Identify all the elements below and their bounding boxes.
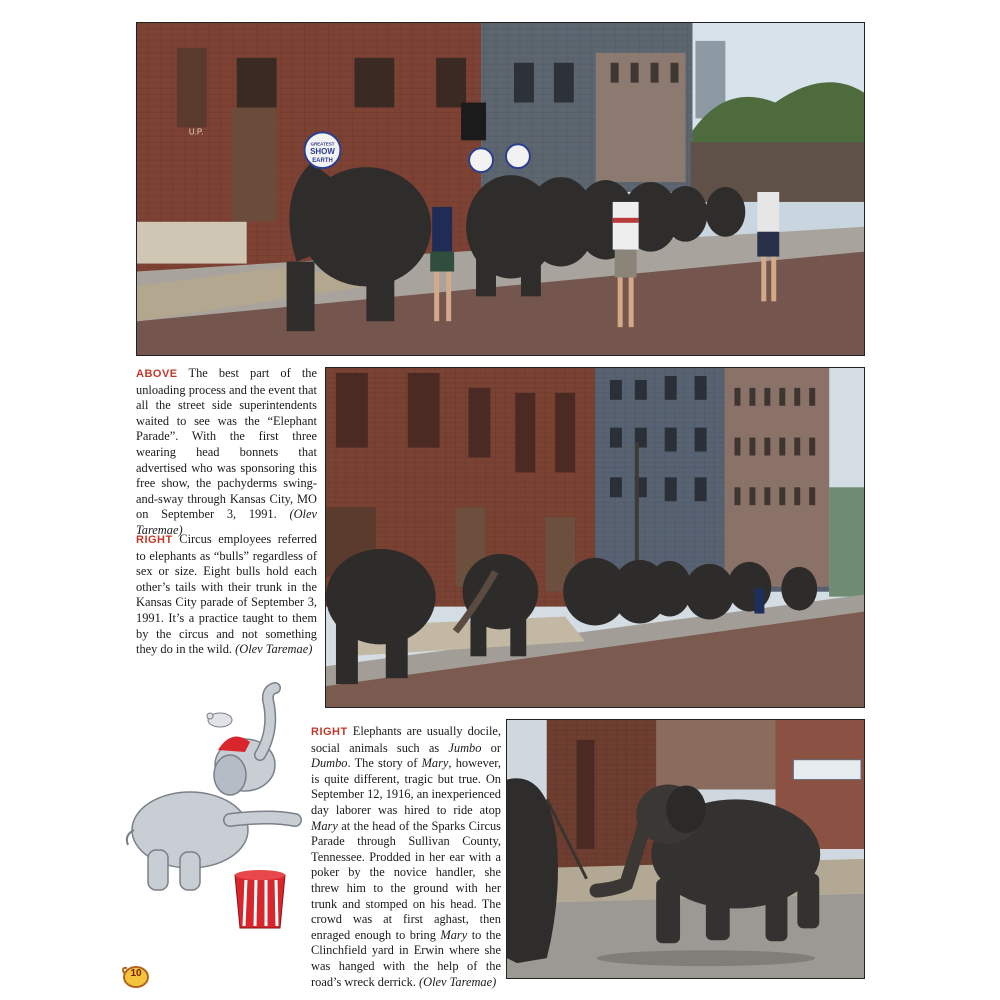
caption-right-1-body: Circus employees referred to elephants as “bulls” regardless of sex or size. Eight bulls hold each other’s tails with their trunk in the Kansas City parade of September 3, 1991. It’s a practice taught to them by the circus and not something they do in the wild.	[136, 532, 317, 657]
caption-tag-right-1: RIGHT	[136, 534, 173, 546]
caption-above-credit: (Olev Taremae)	[136, 507, 317, 537]
bonnet-line-2: SHOW	[310, 147, 335, 157]
caption-right-1	[136, 532, 317, 658]
building-sign-board	[793, 760, 861, 780]
caption-right-2-credit: (Olev Taremae)	[419, 974, 497, 989]
caption-tag-above: ABOVE	[136, 368, 178, 380]
caption-right-2	[311, 724, 501, 990]
page-number: 10	[130, 968, 142, 979]
caption-mary-1: Mary	[421, 756, 449, 771]
bonnet-sign-3	[506, 144, 530, 168]
bonnet-line-3: EARTH	[312, 158, 333, 165]
caption-right-2-seg-5: at the head of the Sparks Circus Parade through Sullivan County, Tennessee. Prodded in her ear with a poker by the novice handler, she threw him to the ground with her trunk and stomped on his head. The crowd was at first aghast, then enraged enough to bring	[311, 818, 501, 942]
photo-elephant-parade-street	[136, 22, 865, 356]
photo-elephant-walking	[506, 719, 865, 979]
elephant-illustration	[120, 680, 310, 930]
caption-tag-right-2: RIGHT	[311, 726, 348, 738]
bonnet-sign-2	[469, 148, 493, 172]
caption-above	[136, 366, 317, 539]
caption-right-2-seg-1: Elephants are usually docile, social animals such as	[311, 724, 501, 755]
bonnet-sign-1	[305, 132, 341, 168]
caption-jumbo: Jumbo	[448, 740, 482, 755]
caption-right-1-credit: (Olev Taremae)	[235, 642, 313, 657]
caption-right-2-seg-3: . The story of	[347, 756, 422, 771]
page-number-badge	[121, 963, 151, 989]
caption-mary-2: Mary	[311, 818, 338, 833]
caption-above-body: The best part of the unloading process and the event that all the street side superintendents waited to see was the “Elephant Parade”. With the first three wearing head bonnets that advertised who was sponsoring this free show, the pachyderms swing-and-sway through Kansas City, MO on September 3, 1991.	[136, 366, 317, 522]
caption-right-2-seg-2: or	[481, 740, 501, 755]
building-sign: U.P.	[188, 127, 204, 137]
bonnet-line-1: GREATEST	[310, 141, 335, 147]
caption-right-2-seg-4: , however, is quite different, tragic but true. On September 12, 1916, an inexperienced day laborer was hired to ride atop	[311, 756, 501, 817]
caption-right-2-seg-6: to the Clinchfield yard in Erwin where she was hanged with the help of the road’s wreck derrick.	[311, 927, 501, 989]
caption-dumbo: Dumbo	[311, 756, 348, 771]
photo-elephants-tails-trunks	[325, 367, 865, 708]
caption-mary-3: Mary	[440, 927, 468, 942]
